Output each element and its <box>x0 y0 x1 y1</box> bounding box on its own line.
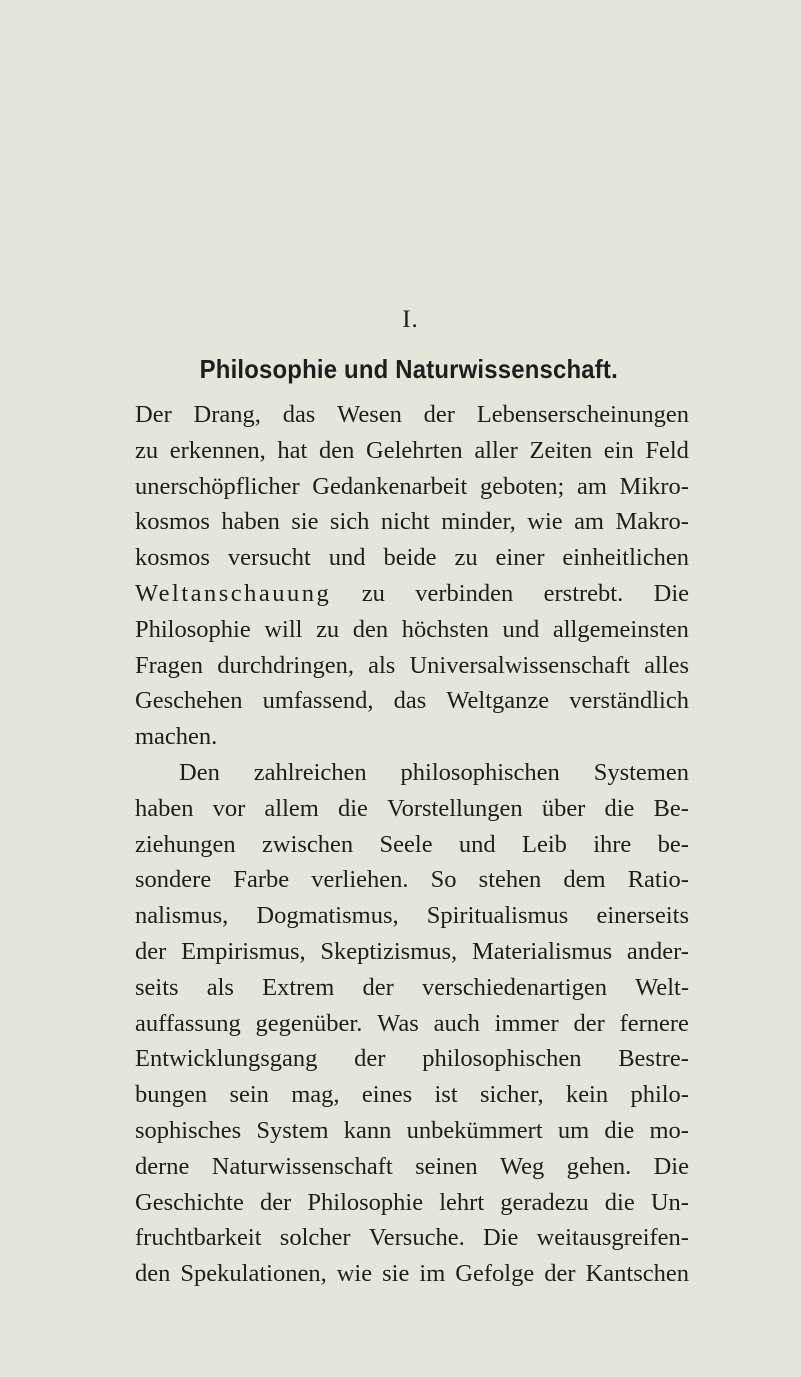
word: Skeptizismus, <box>320 937 458 965</box>
word: ist <box>434 1081 458 1109</box>
word: Un- <box>650 1188 689 1216</box>
word: dem <box>563 866 606 894</box>
word: philo- <box>630 1081 689 1109</box>
word: Fragen <box>135 651 204 679</box>
word: Kantschen <box>585 1260 689 1288</box>
word: Drang, <box>193 401 261 428</box>
word: Feld <box>645 436 689 464</box>
word: Geschichte <box>135 1188 244 1216</box>
text-line <box>135 504 689 540</box>
text-line <box>135 934 689 970</box>
text-line <box>135 827 689 863</box>
word: mo- <box>649 1116 689 1144</box>
word: machen. <box>135 723 218 751</box>
word: die <box>337 794 368 822</box>
word: Empirismus, <box>181 937 306 965</box>
text-line <box>135 898 689 934</box>
text-line <box>135 397 689 433</box>
word: und <box>502 615 540 643</box>
word: be- <box>657 830 689 858</box>
word: auch <box>433 1009 480 1037</box>
text-line <box>135 1077 689 1113</box>
word: Dogmatismus, <box>256 902 399 930</box>
word: kosmos <box>135 544 210 572</box>
word: Was <box>377 1009 419 1037</box>
word: haben <box>221 508 280 536</box>
text-line <box>135 1220 689 1256</box>
word: allgemeinsten <box>552 615 689 643</box>
word: versucht <box>227 544 311 572</box>
word: als <box>206 973 234 1001</box>
text-line <box>135 648 689 684</box>
word: So <box>430 866 457 894</box>
word: verständlich <box>569 687 689 715</box>
word: verschiedenartigen <box>421 973 607 1001</box>
word: Philosophie <box>135 615 251 643</box>
word: Den <box>179 758 220 786</box>
word: philosophischen <box>422 1045 582 1073</box>
word: der <box>423 401 455 428</box>
word: unerschöpflicher <box>135 472 300 500</box>
word: verliehen. <box>311 866 409 894</box>
word: einer <box>495 544 545 572</box>
word: kein <box>565 1081 609 1109</box>
text-line <box>135 576 689 612</box>
text-line <box>135 1149 689 1185</box>
word: haben <box>135 794 194 822</box>
word: am <box>576 472 607 500</box>
word: am <box>574 508 604 536</box>
word: höchsten <box>401 615 489 643</box>
word: Systemen <box>593 758 689 786</box>
word: eines <box>361 1081 413 1109</box>
word: Naturwissenschaft <box>211 1152 393 1180</box>
word: und <box>328 544 366 572</box>
word: Materialismus <box>471 937 613 965</box>
word: zwischen <box>262 830 354 858</box>
word: sophisches <box>135 1116 242 1144</box>
word: das <box>282 401 316 428</box>
word: zu <box>316 615 340 643</box>
word: ein <box>603 436 634 464</box>
word: bungen <box>135 1081 208 1109</box>
word: Farbe <box>233 866 290 894</box>
word: Bestre- <box>618 1045 689 1073</box>
word: zu <box>454 544 478 572</box>
word: philosophischen <box>400 758 560 786</box>
word: sie <box>291 508 319 536</box>
text-line <box>135 469 689 505</box>
word: die <box>604 794 635 822</box>
word: alles <box>644 651 689 679</box>
word: sicher, <box>479 1081 544 1109</box>
word: wie <box>527 508 563 536</box>
word: die <box>604 1116 635 1144</box>
word: ziehungen <box>135 830 236 858</box>
word: der <box>544 1260 576 1288</box>
word: stehen <box>478 866 542 894</box>
text-line <box>135 1041 689 1077</box>
word: den <box>352 615 389 643</box>
text-line <box>135 791 689 827</box>
word: im <box>419 1260 446 1288</box>
word: gegenüber. <box>255 1009 363 1037</box>
word: Entwicklungsgang <box>135 1045 318 1073</box>
word: weitausgreifen- <box>536 1224 689 1252</box>
word: Spiritualismus <box>426 902 569 930</box>
word: sein <box>229 1081 269 1109</box>
word: die <box>604 1188 635 1216</box>
word: System <box>256 1116 329 1144</box>
word: gehen. <box>566 1152 632 1180</box>
word: mag, <box>291 1081 340 1109</box>
word: Wesen <box>337 401 402 428</box>
text-line <box>135 1256 689 1292</box>
word: auffassung <box>135 1009 241 1037</box>
word: den <box>319 436 355 464</box>
text-line <box>135 970 689 1006</box>
word: nicht <box>380 508 430 536</box>
word: Vorstellungen <box>387 794 523 822</box>
word: über <box>541 794 586 822</box>
text-line <box>135 1185 689 1221</box>
word: Seele <box>379 830 433 858</box>
text-line <box>135 719 689 755</box>
word: der <box>354 1045 386 1073</box>
word: will <box>264 615 303 643</box>
word: Be- <box>653 794 689 822</box>
word: Welt- <box>635 973 689 1001</box>
word: Die <box>653 1152 689 1180</box>
word: Zeiten <box>529 436 593 464</box>
word: minder, <box>441 508 516 536</box>
word: Lebenserscheinungen <box>476 401 689 428</box>
word: wie <box>336 1260 373 1288</box>
text-line <box>135 433 689 469</box>
word: allem <box>264 794 319 822</box>
word: derne <box>135 1152 190 1180</box>
word: beide <box>383 544 437 572</box>
word: Mikro- <box>619 472 689 500</box>
word: kosmos <box>135 508 210 536</box>
word: Versuche. <box>368 1224 465 1252</box>
word: Makro- <box>615 508 689 536</box>
word: erkennen, <box>169 436 266 464</box>
word: Weg <box>499 1152 545 1180</box>
chapter-number: I. <box>402 306 419 333</box>
word: verbinden <box>415 579 514 607</box>
word: und <box>458 830 496 858</box>
word: als <box>368 651 396 679</box>
chapter-title: Philosophie und Naturwissenschaft. <box>199 354 618 384</box>
text-line <box>135 862 689 898</box>
text-line <box>135 540 689 576</box>
word: Gelehrten <box>366 436 463 464</box>
word: durchdringen, <box>217 651 354 679</box>
word: sondere <box>135 866 212 894</box>
word: Gefolge <box>455 1260 535 1288</box>
word: seinen <box>415 1152 478 1180</box>
word: Weltanschauung <box>135 579 332 607</box>
word: geboten; <box>479 472 565 500</box>
word: Leib <box>521 830 567 858</box>
word: zu <box>135 436 159 464</box>
word: hat <box>277 436 308 464</box>
word: geradezu <box>500 1188 589 1216</box>
text-line <box>135 755 689 791</box>
word: sie <box>382 1260 410 1288</box>
word: einheitlichen <box>562 544 689 572</box>
word: lehrt <box>439 1188 485 1216</box>
word: immer <box>494 1009 559 1037</box>
word: kann <box>343 1116 392 1144</box>
word: Ratio- <box>627 866 689 894</box>
word: unbekümmert <box>406 1116 543 1144</box>
word: vor <box>212 794 246 822</box>
word: um <box>557 1116 590 1144</box>
body-text <box>135 397 689 1292</box>
word: Extrem <box>262 973 335 1001</box>
word: umfassend, <box>262 687 374 715</box>
word: fernere <box>619 1009 689 1037</box>
text-line <box>135 1113 689 1149</box>
word: der <box>573 1009 605 1037</box>
word: Die <box>653 579 689 607</box>
word: der <box>362 973 394 1001</box>
word: Die <box>482 1224 519 1252</box>
word: solcher <box>279 1224 351 1252</box>
text-line <box>135 612 689 648</box>
word: Philosophie <box>307 1188 424 1216</box>
word: sich <box>329 508 370 536</box>
word: Geschehen <box>135 687 243 715</box>
word: ihre <box>593 830 632 858</box>
word: einerseits <box>596 902 689 930</box>
text-line <box>135 1006 689 1042</box>
word: Spekulationen, <box>180 1260 327 1288</box>
word: der <box>135 937 167 965</box>
word: zu <box>361 579 385 607</box>
word: zahlreichen <box>253 758 367 786</box>
word: der <box>259 1188 292 1216</box>
word: Gedankenarbeit <box>312 472 468 500</box>
word: nalismus, <box>135 902 229 930</box>
word: den <box>135 1260 171 1288</box>
word: Universalwissenschaft <box>409 651 630 679</box>
word: das <box>393 687 427 715</box>
word: Weltganze <box>446 687 550 715</box>
word: Der <box>135 401 172 428</box>
text-line <box>135 683 689 719</box>
word: ander- <box>626 937 689 965</box>
word: aller <box>474 436 518 464</box>
word: fruchtbarkeit <box>135 1224 262 1252</box>
word: erstrebt. <box>543 579 624 607</box>
word: seits <box>135 973 179 1001</box>
